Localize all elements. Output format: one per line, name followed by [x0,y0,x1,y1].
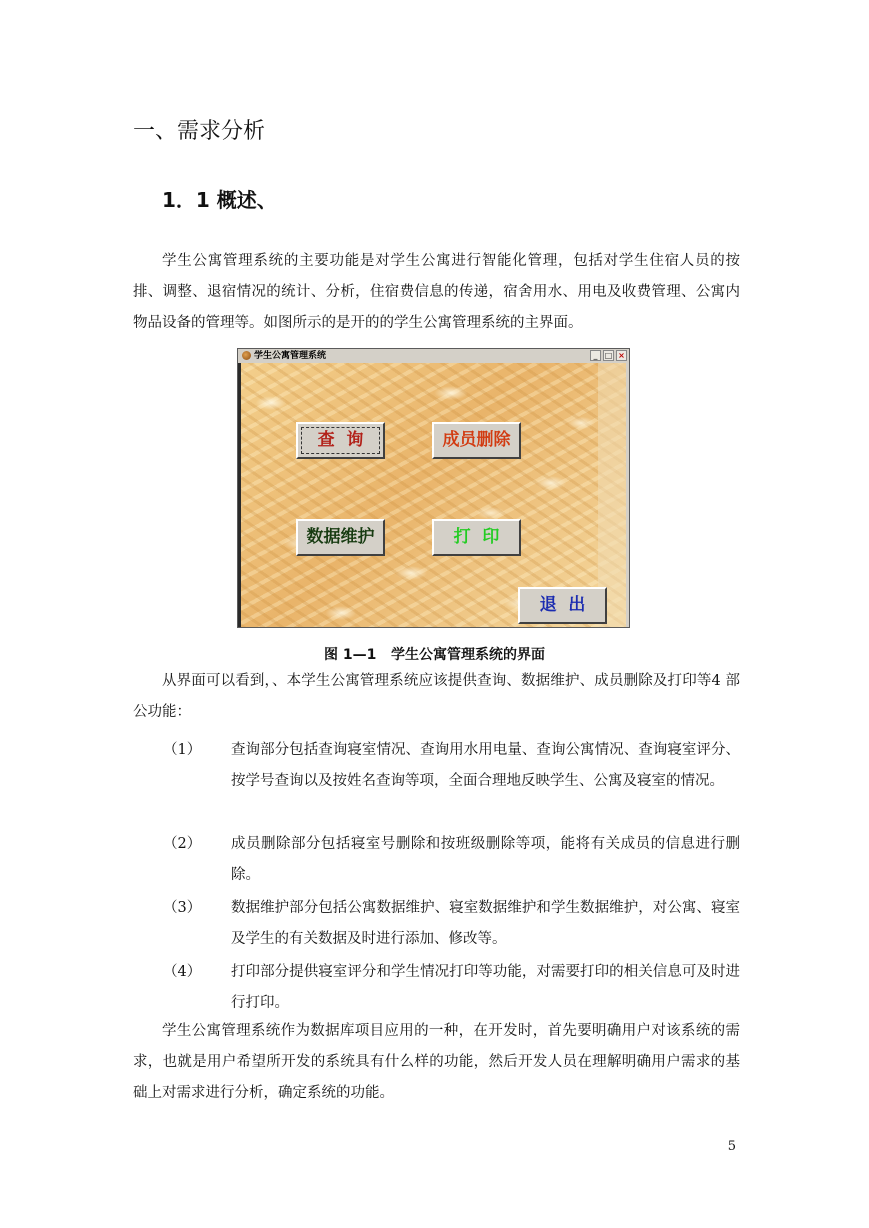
window-background [241,363,626,627]
app-icon [242,351,251,360]
data-maintenance-button[interactable]: 数据维护 [296,519,385,556]
figure-caption: 图 1—1 学生公寓管理系统的界面 [324,647,545,663]
window-titlebar [238,349,629,363]
print-button[interactable]: 打 印 [432,519,521,556]
window-title: 学生公寓管理系统 [254,351,327,361]
list-item-number: （4） [163,964,202,980]
section-heading: 一、需求分析 [133,119,266,144]
minimize-icon[interactable]: _ [590,350,601,361]
subsection-heading: 1．1 概述、 [162,188,277,212]
list-item-text: 查询部分包括查询寝室情况、查询用水用电量、查询公寓情况、查询寝室评分、按学号查询以及按姓名查询等项，全面合理地反映学生、公寓及寝室的情况。 [231,742,740,789]
app-window-screenshot [237,348,630,628]
list-item-text: 成员删除部分包括寝室号删除和按班级删除等项，能将有关成员的信息进行删除。 [231,836,740,883]
maximize-icon[interactable]: □ [604,351,613,360]
list-item-text: 打印部分提供寝室评分和学生情况打印等功能，对需要打印的相关信息可及时进行打印。 [231,964,740,1011]
requirements-paragraph: 学生公寓管理系统作为数据库项目应用的一种，在开发时，首先要明确用户对该系统的需求，也就是用户希望所开发的系统具有什么样的功能，然后开发人员在理解明确用户需求的基础上对需求进行分析，确定系统的功能。 [133,1023,740,1101]
intro-paragraph: 学生公寓管理系统的主要功能是对学生公寓进行智能化管理，包括对学生住宿人员的按排、调整、退宿情况的统计、分析，住宿费信息的传递，宿舍用水、用电及收费管理、公寓内物品设备的管理等。如图所示的是开的的学生公寓管理系统的主界面。 [133,253,740,331]
page-number: 5 [727,1139,736,1154]
list-item-number: （2） [163,836,202,852]
function-summary-paragraph: 从界面可以看到，、本学生公寓管理系统应该提供查询、数据维护、成员删除及打印等4 部公功能： [133,673,740,720]
query-button[interactable]: 查 询 [296,422,385,459]
list-item-text: 数据维护部分包括公寓数据维护、寝室数据维护和学生数据维护，对公寓、寝室及学生的有关数据及时进行添加、修改等。 [231,900,740,947]
exit-button[interactable]: 退 出 [518,587,607,624]
list-item-number: （3） [163,900,202,916]
delete-members-button[interactable]: 成员删除 [432,422,521,459]
list-item-number: （1） [163,742,202,758]
close-icon[interactable]: × [616,350,627,361]
